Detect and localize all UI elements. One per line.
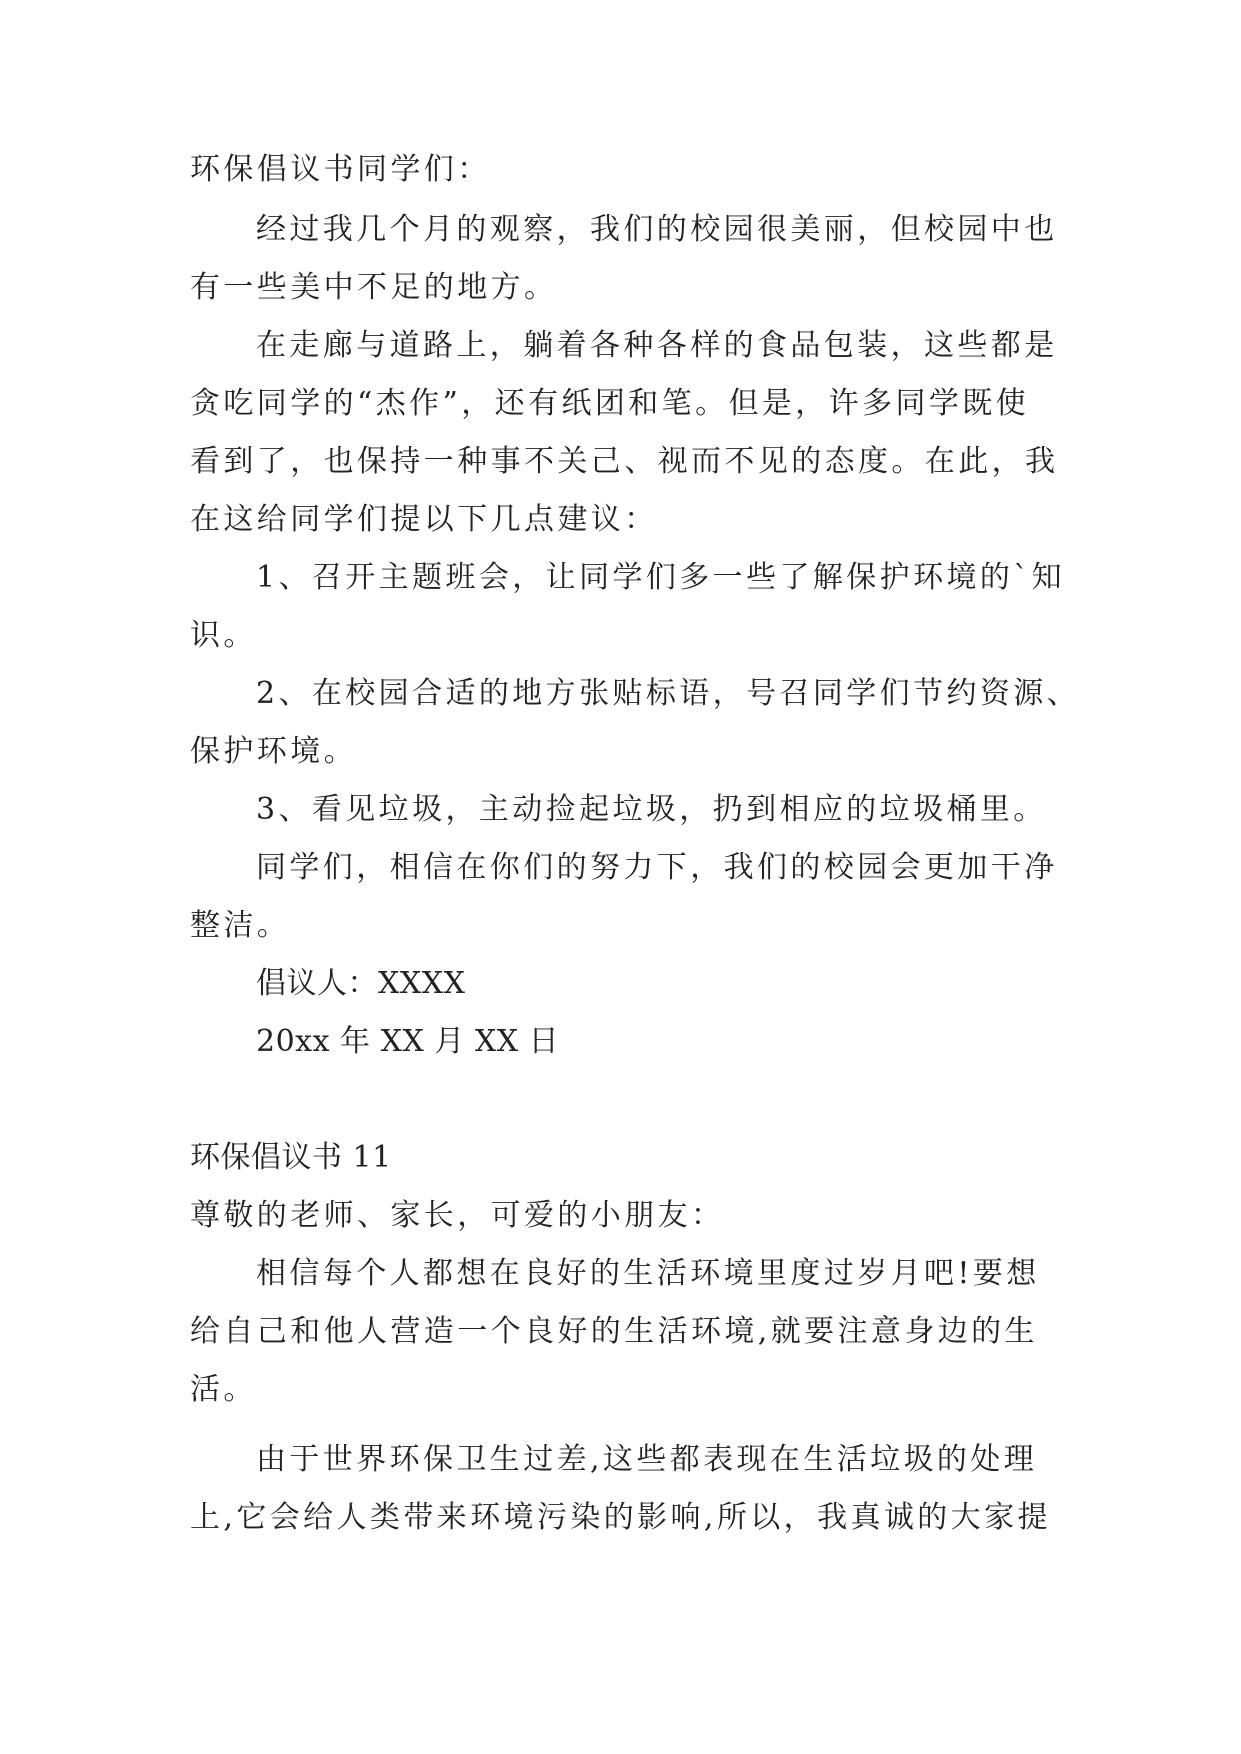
doc1-p2-line1: 在走廊与道路上，躺着各种各样的食品包装，这些都是 — [256, 328, 1058, 363]
doc1-suggestion1-line2: 识。 — [190, 618, 257, 653]
doc2-salutation: 尊敬的老师、家长，可爱的小朋友： — [190, 1198, 725, 1233]
doc1-suggestion3: 3、看见垃圾，主动捡起垃圾，扔到相应的垃圾桶里。 — [256, 792, 1047, 827]
doc2-p1-line2: 给自己和他人营造一个良好的生活环境,就要注意身边的生 — [190, 1314, 1038, 1349]
doc1-p2-line2: 贪吃同学的“杰作”，还有纸团和笔。但是，许多同学既使 — [190, 386, 1030, 421]
doc2-p1-line3: 活。 — [190, 1372, 257, 1407]
doc1-signer: 倡议人：XXXX — [256, 966, 466, 1001]
doc1-p2-line3: 看到了，也保持一种事不关己、视而不见的态度。在此，我 — [190, 444, 1059, 479]
doc2-p1-line1: 相信每个人都想在良好的生活环境里度过岁月吧!要想 — [256, 1256, 1040, 1291]
doc2-title: 环保倡议书 11 — [190, 1140, 392, 1175]
doc1-closing-line1: 同学们，相信在你们的努力下，我们的校园会更加干净 — [256, 850, 1058, 885]
doc1-suggestion1-line1: 1、召开主题班会，让同学们多一些了解保护环境的`知 — [256, 560, 1066, 595]
doc1-closing-line2: 整洁。 — [190, 908, 291, 943]
doc2-p2-line1: 由于世界环保卫生过差,这些都表现在生活垃圾的处理 — [256, 1442, 1038, 1477]
doc1-p1-line1: 经过我几个月的观察，我们的校园很美丽，但校园中也 — [256, 212, 1058, 247]
doc1-heading: 环保倡议书同学们： — [190, 152, 491, 187]
doc1-suggestion2-line2: 保护环境。 — [190, 734, 357, 769]
doc1-suggestion2-line1: 2、在校园合适的地方张贴标语，号召同学们节约资源、 — [256, 676, 1081, 711]
doc1-p1-line2: 有一些美中不足的地方。 — [190, 270, 558, 305]
doc1-p2-line4: 在这给同学们提以下几点建议： — [190, 502, 658, 537]
doc2-p2-line2: 上,它会给人类带来环境污染的影响,所以，我真诚的大家提 — [190, 1500, 1051, 1535]
doc1-date: 20xx 年 XX 月 XX 日 — [256, 1024, 560, 1059]
